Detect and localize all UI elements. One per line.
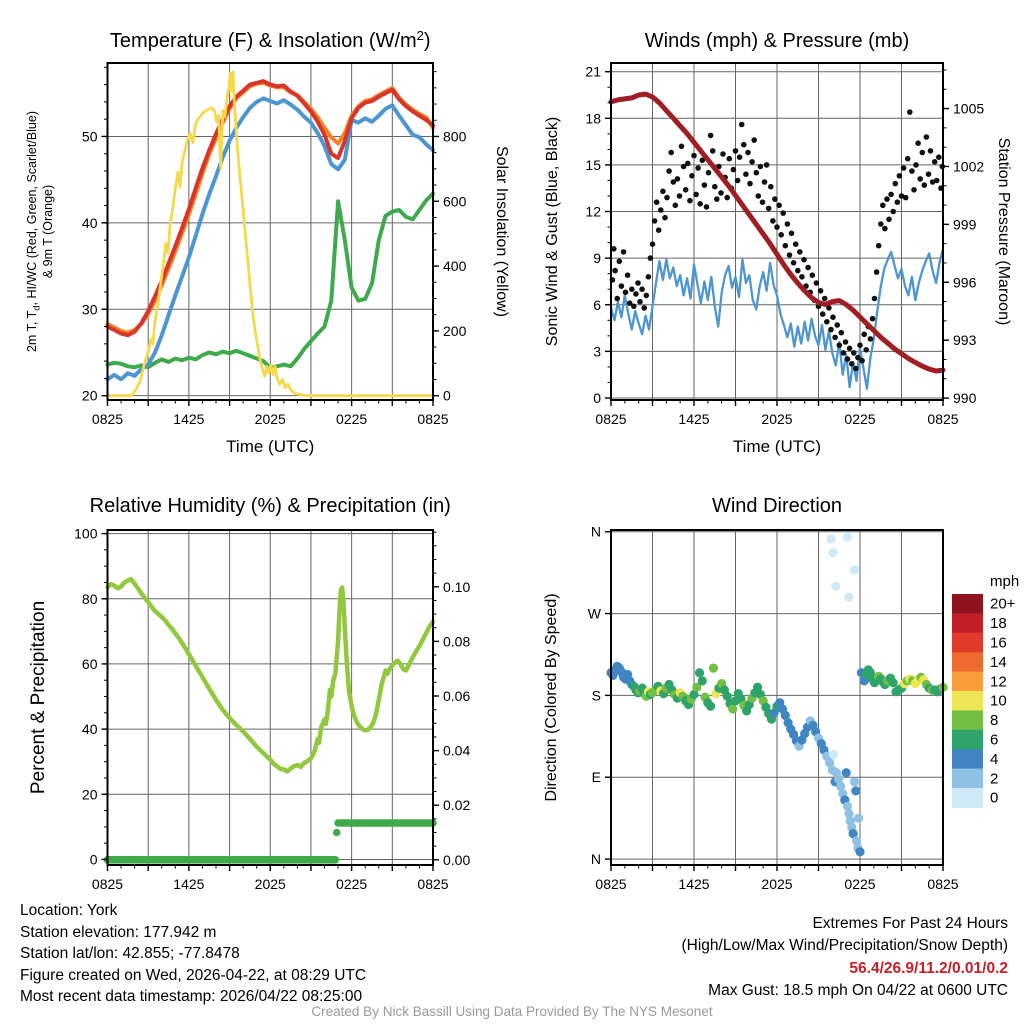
y-axis-label: Percent & Precipitation bbox=[28, 600, 49, 795]
svg-text:0.04: 0.04 bbox=[443, 742, 471, 759]
humidity-precip-chart bbox=[28, 495, 470, 892]
chart-title: Wind Direction bbox=[711, 495, 843, 517]
svg-text:16: 16 bbox=[990, 634, 1007, 652]
svg-text:6: 6 bbox=[990, 731, 999, 749]
svg-text:0.10: 0.10 bbox=[443, 578, 471, 595]
svg-text:0.00: 0.00 bbox=[443, 851, 471, 868]
svg-text:2025: 2025 bbox=[761, 411, 793, 427]
svg-text:0825: 0825 bbox=[595, 876, 627, 892]
chart-title: Temperature (F) & Insolation $(W/m^2)$ bbox=[109, 28, 431, 52]
svg-text:50: 50 bbox=[81, 128, 98, 145]
svg-text:20: 20 bbox=[81, 786, 98, 803]
right-axis-label: Station Pressure (Maroon) bbox=[995, 137, 1012, 326]
svg-text:100: 100 bbox=[74, 525, 98, 542]
y-axis-label: & 9m T (Orange) bbox=[41, 184, 55, 279]
extremes-values: 56.4/26.9/11.2/0.01/0.2 bbox=[849, 959, 1008, 977]
svg-text:600: 600 bbox=[443, 193, 467, 210]
location-line: Location: York bbox=[20, 902, 118, 919]
svg-text:1005: 1005 bbox=[953, 100, 985, 117]
svg-text:8: 8 bbox=[990, 712, 999, 730]
svg-text:20+: 20+ bbox=[990, 595, 1016, 613]
svg-text:0: 0 bbox=[89, 851, 98, 868]
svg-text:20: 20 bbox=[81, 387, 98, 404]
svg-text:18: 18 bbox=[585, 110, 601, 127]
svg-text:9: 9 bbox=[593, 250, 601, 267]
latlon-line: Station lat/lon: 42.855; -77.8478 bbox=[20, 945, 240, 963]
svg-text:30: 30 bbox=[81, 301, 98, 318]
chart-title: Winds (mph) & Pressure (mb) bbox=[644, 30, 910, 52]
svg-text:3: 3 bbox=[593, 343, 601, 360]
svg-text:N: N bbox=[590, 851, 601, 868]
svg-text:990: 990 bbox=[953, 390, 977, 407]
speed-colorbar bbox=[952, 573, 1019, 808]
svg-text:0225: 0225 bbox=[844, 411, 876, 427]
extremes-title: Extremes For Past 24 Hours bbox=[812, 915, 1008, 932]
wind-direction-chart bbox=[543, 495, 1019, 892]
svg-text:0825: 0825 bbox=[417, 411, 449, 427]
extremes-block bbox=[682, 913, 1009, 1003]
svg-text:0225: 0225 bbox=[336, 411, 368, 427]
svg-text:0825: 0825 bbox=[927, 876, 959, 892]
max-gust-line: Max Gust: 18.5 mph On 04/22 at 0600 UTC bbox=[708, 982, 1008, 1000]
svg-text:0825: 0825 bbox=[595, 411, 627, 427]
svg-text:0: 0 bbox=[990, 789, 999, 807]
svg-text:0.08: 0.08 bbox=[443, 633, 471, 650]
svg-text:12: 12 bbox=[990, 673, 1007, 691]
svg-text:4: 4 bbox=[990, 750, 999, 768]
chart-title: Relative Humidity (%) & Precipitation (in) bbox=[89, 495, 451, 517]
svg-text:14: 14 bbox=[990, 653, 1007, 671]
svg-text:2025: 2025 bbox=[254, 411, 286, 427]
svg-text:0225: 0225 bbox=[844, 876, 876, 892]
svg-text:200: 200 bbox=[443, 322, 467, 339]
svg-text:21: 21 bbox=[585, 63, 601, 80]
colorbar-unit: mph bbox=[990, 573, 1020, 590]
temperature-insolation-chart bbox=[25, 28, 510, 456]
right-axis-label: Solar Insolation (Yellow) bbox=[493, 145, 510, 318]
svg-text:E: E bbox=[591, 769, 601, 786]
created-line: Figure created on Wed, 2026-04-22, at 08:29 UTC bbox=[20, 966, 367, 984]
x-axis-label: Time (UTC) bbox=[732, 437, 822, 456]
svg-text:0825: 0825 bbox=[91, 411, 124, 427]
svg-text:0825: 0825 bbox=[417, 876, 449, 892]
svg-text:0: 0 bbox=[593, 389, 601, 406]
svg-text:996: 996 bbox=[953, 274, 977, 291]
svg-text:1002: 1002 bbox=[953, 158, 985, 175]
x-axis-label: Time (UTC) bbox=[226, 437, 315, 456]
extremes-subtitle: (High/Low/Max Wind/Precipitation/Snow Depth) bbox=[681, 937, 1008, 955]
winds-pressure-chart bbox=[544, 30, 1012, 456]
svg-text:12: 12 bbox=[585, 203, 601, 220]
svg-text:1425: 1425 bbox=[678, 411, 710, 427]
svg-text:18: 18 bbox=[990, 615, 1007, 633]
svg-text:800: 800 bbox=[443, 128, 467, 145]
svg-text:15: 15 bbox=[585, 156, 601, 173]
svg-text:1425: 1425 bbox=[173, 411, 205, 427]
svg-text:80: 80 bbox=[81, 590, 98, 607]
axis-ticks bbox=[605, 532, 943, 871]
elevation-line: Station elevation: 177.942 m bbox=[20, 923, 217, 941]
svg-text:993: 993 bbox=[953, 332, 977, 349]
y-axis-label: Sonic Wind & Gust (Blue, Black) bbox=[544, 116, 561, 347]
svg-text:0.06: 0.06 bbox=[443, 687, 471, 704]
y-axis-label: 2m T, $T_d$, HI/WC (Red, Green, Scarlet/Blue) bbox=[25, 110, 43, 353]
svg-text:2025: 2025 bbox=[761, 876, 793, 892]
svg-text:S: S bbox=[591, 687, 601, 704]
svg-text:2025: 2025 bbox=[254, 876, 286, 892]
svg-text:40: 40 bbox=[81, 214, 98, 231]
svg-text:0225: 0225 bbox=[336, 876, 368, 892]
y-axis-label: Direction (Colored By Speed) bbox=[543, 593, 560, 802]
svg-text:1425: 1425 bbox=[173, 876, 205, 892]
station-info bbox=[20, 900, 366, 1008]
svg-text:6: 6 bbox=[593, 296, 601, 313]
svg-text:10: 10 bbox=[990, 692, 1007, 710]
svg-text:2: 2 bbox=[990, 770, 999, 788]
svg-text:400: 400 bbox=[443, 258, 467, 275]
svg-text:60: 60 bbox=[81, 655, 98, 672]
svg-text:1425: 1425 bbox=[678, 876, 710, 892]
svg-text:999: 999 bbox=[953, 216, 977, 233]
grid-lines bbox=[108, 530, 434, 865]
timestamp-line: Most recent data timestamp: 2026/04/22 08:25:00 bbox=[20, 988, 363, 1006]
grid-lines bbox=[611, 530, 943, 865]
svg-text:40: 40 bbox=[81, 721, 98, 738]
svg-text:0: 0 bbox=[443, 387, 451, 404]
svg-text:N: N bbox=[590, 523, 601, 540]
svg-text:0.02: 0.02 bbox=[443, 797, 471, 814]
credit-line: Created By Nick Bassill Using Data Provided By The NYS Mesonet bbox=[311, 1004, 713, 1019]
svg-text:0825: 0825 bbox=[91, 876, 124, 892]
svg-text:W: W bbox=[587, 605, 601, 622]
svg-text:0825: 0825 bbox=[927, 411, 959, 427]
